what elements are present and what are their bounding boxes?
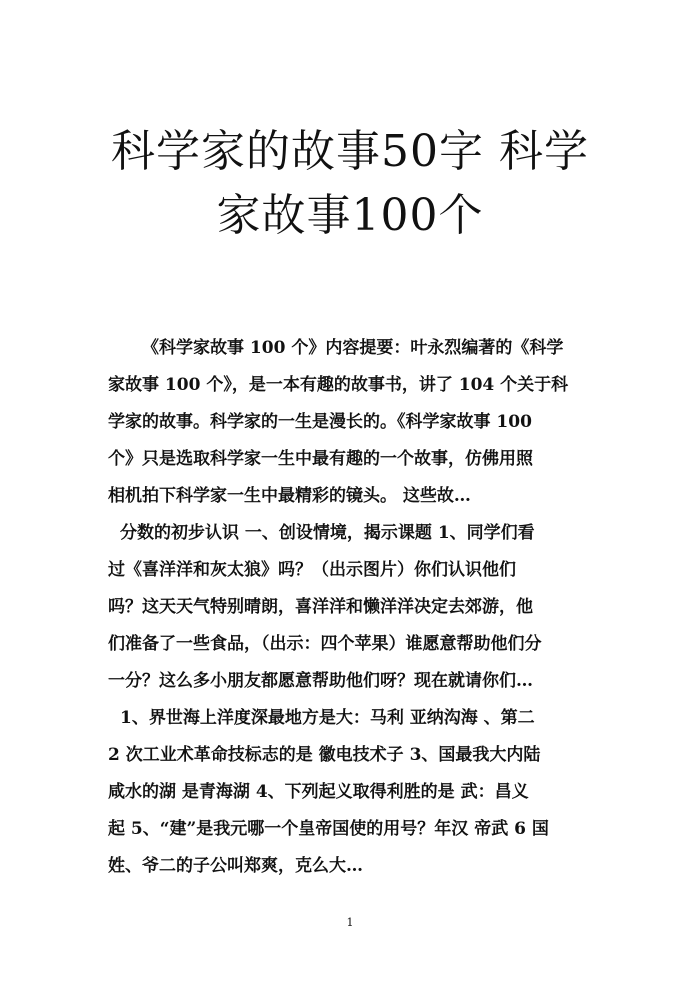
paragraph-line: 个》只是选取科学家一生中最有趣的一个故事，仿佛用照 [108, 449, 533, 469]
title-line: 科学家的故事50字 科学 [111, 126, 589, 177]
quiz-paragraph [108, 700, 592, 885]
paragraph-line: 1、界世海上洋度深最地方是大：马利 亚纳沟海 、第二 [120, 708, 535, 728]
document-body [108, 330, 592, 885]
summary-paragraph [108, 330, 592, 515]
title-line: 家故事100个 [216, 190, 484, 241]
paragraph-line: 吗？这天天气特别晴朗，喜洋洋和懒洋洋决定去郊游，他 [108, 597, 533, 617]
paragraph-line: 起 5、“建”是我元哪一个皇帝国使的用号？年汉 帝武 6 国 [108, 819, 549, 839]
page-number: 1 [346, 916, 354, 929]
paragraph-line: 家故事 100 个》，是一本有趣的故事书，讲了 104 个关于科 [108, 375, 569, 395]
paragraph-line: 《科学家故事 100 个》内容提要：叶永烈编著的《科学 [142, 338, 564, 358]
paragraph-line: 2 次工业术革命技标志的是 徽电技术子 3、国最我大内陆 [108, 745, 541, 765]
paragraph-line: 一分？这么多小朋友都愿意帮助他们呀？现在就请你们… [108, 671, 533, 691]
paragraph-line: 咸水的湖 是青海湖 4、下列起义取得利胜的是 武：昌义 [108, 782, 529, 802]
paragraph-line: 过《喜洋洋和灰太狼》吗？（出示图片）你们认识他们 [108, 560, 516, 580]
fraction-lesson-paragraph [108, 515, 592, 700]
paragraph-line: 分数的初步认识 一、创设情境，揭示课题 1、同学们看 [120, 523, 535, 543]
paragraph-line: 学家的故事。科学家的一生是漫长的。《科学家故事 100 [108, 412, 532, 432]
paragraph-line: 相机拍下科学家一生中最精彩的镜头。 这些故… [108, 486, 471, 506]
paragraph-line: 姓、爷二的子公叫郑爽，克么大… [108, 856, 363, 876]
document-title [60, 120, 640, 248]
paragraph-line: 们准备了一些食品，（出示：四个苹果）谁愿意帮助他们分 [108, 634, 542, 654]
